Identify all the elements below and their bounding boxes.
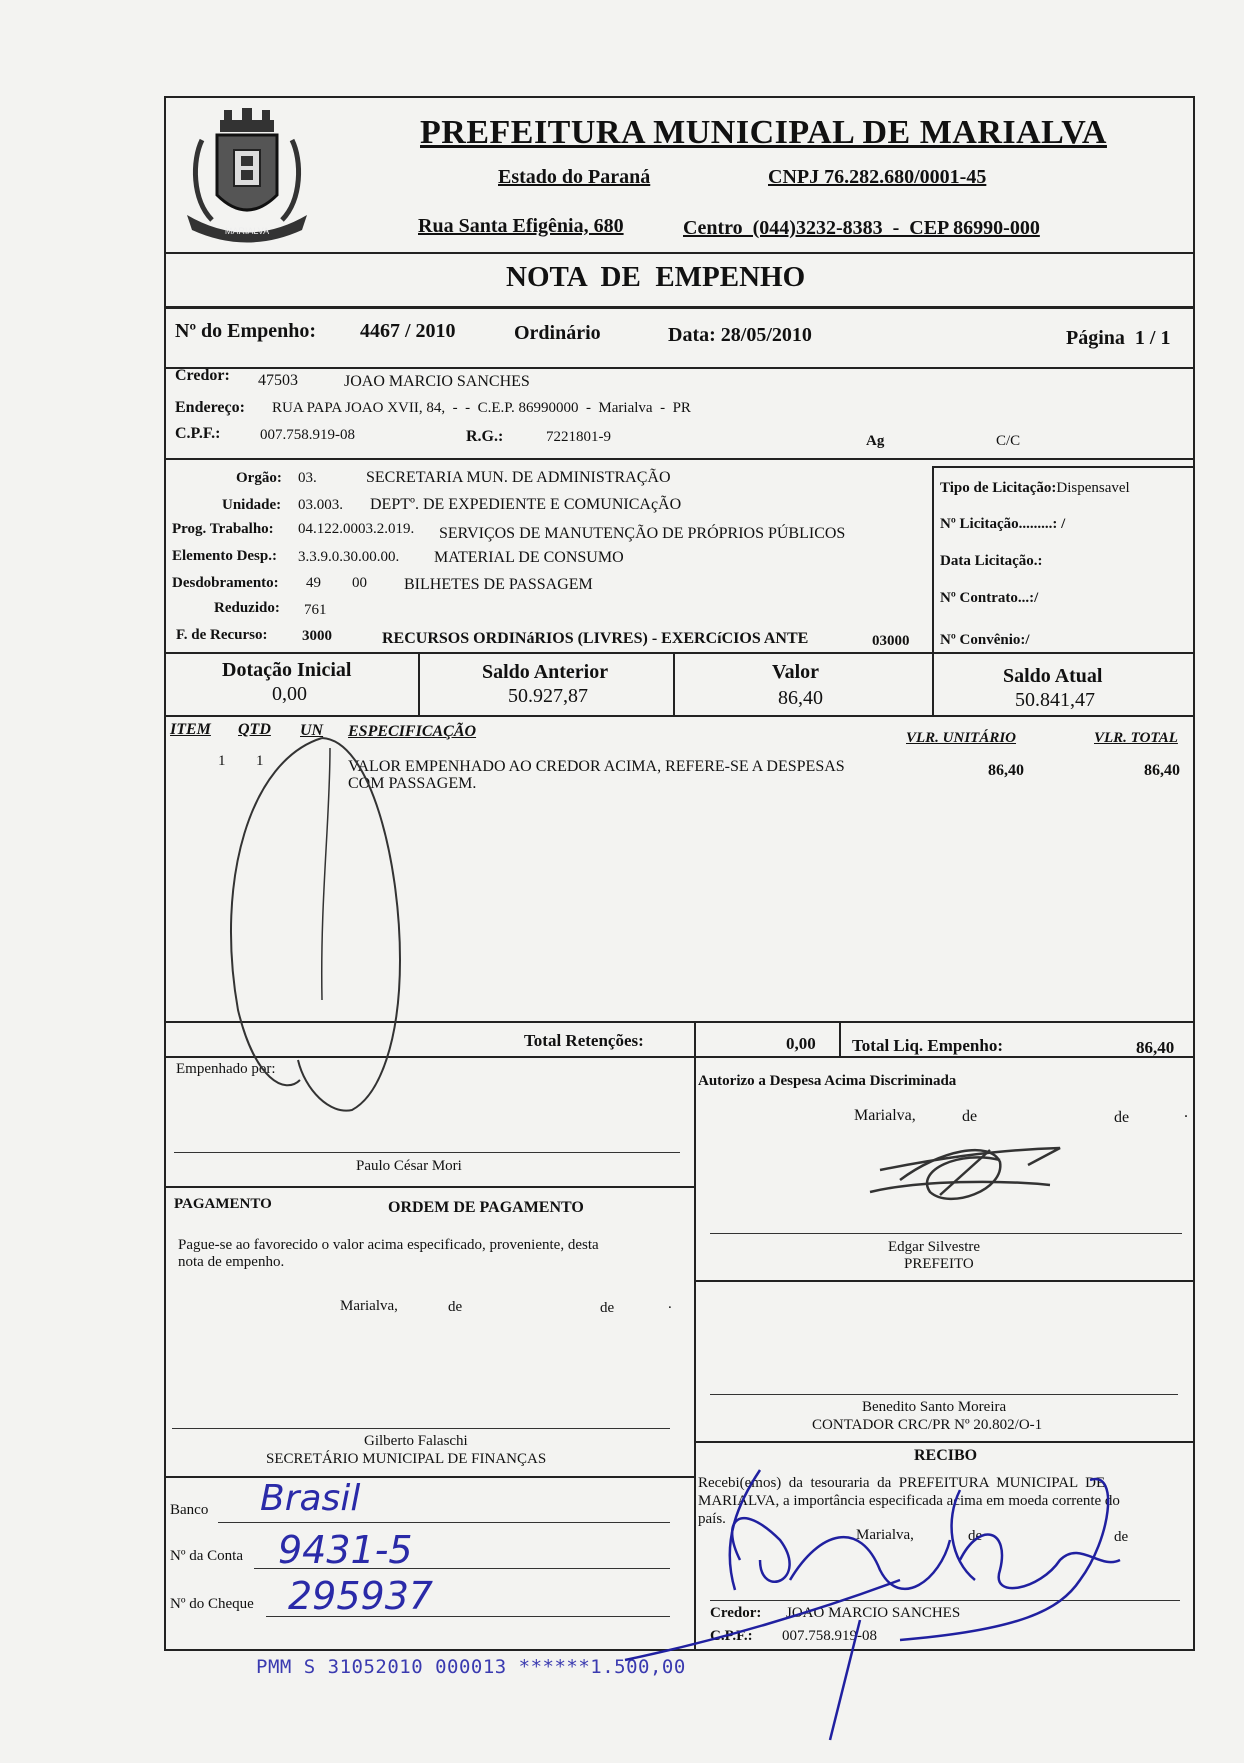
saldo-anterior-value: 50.927,87 <box>508 685 588 707</box>
ordem-pagamento-label: ORDEM DE PAGAMENTO <box>388 1199 584 1216</box>
street-address: Rua Santa Efigênia, 680 <box>418 215 624 237</box>
item-spec-line2: COM PASSAGEM. <box>348 775 477 792</box>
recibo-title: RECIBO <box>914 1447 978 1464</box>
unidade-name: DEPTº. DE EXPEDIENTE E COMUNICAçÃO <box>370 496 682 513</box>
col-header-item: ITEM <box>170 721 211 738</box>
address-label: Endereço: <box>175 399 245 416</box>
state-name: Estado do Paraná <box>498 166 651 188</box>
valor-value: 86,40 <box>778 687 823 709</box>
elemento-name: MATERIAL DE CONSUMO <box>434 549 624 566</box>
contador-title: CONTADOR CRC/PR Nº 20.802/O-1 <box>812 1417 1043 1433</box>
prefeito-title: PREFEITO <box>904 1256 974 1272</box>
licitacao-number: Nº Licitação.........: / <box>940 516 1066 532</box>
valor-label: Valor <box>772 661 820 683</box>
svg-text:MARIALVA: MARIALVA <box>224 226 270 236</box>
cnpj: CNPJ 76.282.680/0001-45 <box>768 166 987 188</box>
orgao-label: Orgão: <box>236 470 282 486</box>
conta-label: Nº da Conta <box>170 1548 243 1564</box>
reduzido-label: Reduzido: <box>214 600 280 616</box>
autorizo-de2: de <box>1114 1109 1130 1126</box>
autorizo-de1: de <box>962 1108 978 1125</box>
saldo-atual-label: Saldo Atual <box>1003 665 1103 687</box>
recibo-credor-label: Credor: <box>710 1605 762 1621</box>
page-number: Página 1 / 1 <box>1066 327 1171 349</box>
unidade-code: 03.003. <box>298 497 343 513</box>
recibo-line2: MARIALVA, a importância especificada acima em moeda corrente do <box>698 1493 1120 1509</box>
credor-cpf: 007.758.919-08 <box>260 427 355 443</box>
orgao-code: 03. <box>298 470 317 486</box>
autorizo-place: Marialva, <box>854 1107 916 1124</box>
retencoes-label: Total Retenções: <box>524 1031 644 1050</box>
col-header-unit-value: VLR. UNITÁRIO <box>906 730 1017 746</box>
credor-signature <box>625 1470 1120 1740</box>
recibo-de1: de <box>968 1528 983 1544</box>
financas-title: SECRETÁRIO MUNICIPAL DE FINANÇAS <box>266 1451 547 1467</box>
saldo-atual-value: 50.841,47 <box>1015 689 1095 711</box>
item-number: 1 <box>218 753 226 769</box>
autorizo-text: Autorizo a Despesa Acima Discriminada <box>698 1073 957 1089</box>
financas-name: Gilberto Falaschi <box>364 1433 468 1449</box>
reduzido-value: 761 <box>304 602 327 618</box>
recurso-code: 3000 <box>302 628 332 644</box>
prefeitura-title: PREFEITURA MUNICIPAL DE MARIALVA <box>420 114 1107 151</box>
banco-value: Brasil <box>260 1478 361 1519</box>
pague-line2: nota de empenho. <box>178 1254 285 1270</box>
retencoes-value: 0,00 <box>786 1034 816 1053</box>
ag-label: Ag <box>866 433 885 449</box>
recurso-suffix: 03000 <box>872 633 910 649</box>
dotacao-label: Dotação Inicial <box>222 659 352 681</box>
pague-de1: de <box>448 1299 463 1315</box>
recibo-cpf: 007.758.919-08 <box>782 1628 877 1644</box>
dotacao-value: 0,00 <box>272 683 307 705</box>
licitacao-type-value: Dispensavel <box>1056 480 1130 496</box>
col-header-spec: ESPECIFICAÇÃO <box>348 723 477 740</box>
col-header-total-value: VLR. TOTAL <box>1094 730 1178 746</box>
credor-name: JOAO MARCIO SANCHES <box>344 373 530 390</box>
saldo-anterior-label: Saldo Anterior <box>482 661 609 683</box>
cheque-label: Nº do Cheque <box>170 1596 254 1612</box>
recibo-de2: de <box>1114 1529 1129 1545</box>
item-unit-value: 86,40 <box>988 762 1024 779</box>
orgao-name: SECRETARIA MUN. DE ADMINISTRAÇÃO <box>366 469 671 486</box>
rg-label: R.G.: <box>466 428 504 445</box>
document-title: NOTA DE EMPENHO <box>506 261 806 293</box>
liquido-value: 86,40 <box>1136 1038 1175 1057</box>
item-spec-line1: VALOR EMPENHADO AO CREDOR ACIMA, REFERE-SE A DESPESAS <box>348 758 845 775</box>
banco-label: Banco <box>170 1502 209 1518</box>
autorizo-dot: . <box>1184 1104 1188 1121</box>
pague-de2: de <box>600 1300 615 1316</box>
desdobramento-code: 49 <box>306 575 321 591</box>
recibo-line3: país. <box>698 1511 726 1527</box>
cc-label: C/C <box>996 433 1021 449</box>
pen-stroke-mark <box>322 748 330 1000</box>
credor-code: 47503 <box>258 372 298 389</box>
credor-address: RUA PAPA JOAO XVII, 84, - - C.E.P. 86990000 - Marialva - PR <box>272 400 691 416</box>
licitacao-type-label: Tipo de Licitação: <box>940 480 1057 496</box>
desdobramento-sub: 00 <box>352 575 367 591</box>
empenho-number-label: Nº do Empenho: <box>175 320 317 342</box>
recibo-credor-name: JOAO MARCIO SANCHES <box>786 1605 961 1621</box>
prog-label: Prog. Trabalho: <box>172 521 274 537</box>
contact-info: Centro (044)3232-8383 - CEP 86990-000 <box>683 217 1040 239</box>
payment-stamp: PMM S 31052010 000013 ******1.500,00 <box>256 1656 686 1678</box>
recibo-line1: Recebi(emos) da tesouraria da PREFEITURA MUNICIPAL DE <box>698 1475 1106 1491</box>
pague-dot: . <box>668 1296 672 1312</box>
cheque-value: 295937 <box>288 1574 434 1618</box>
credor-rg: 7221801-9 <box>546 429 611 445</box>
empenho-date: Data: 28/05/2010 <box>668 324 812 346</box>
prefeito-signature <box>870 1148 1060 1199</box>
item-qtd: 1 <box>256 753 264 769</box>
conta-value: 9431-5 <box>278 1528 413 1572</box>
empenhado-label: Empenhado por: <box>176 1061 276 1077</box>
elemento-label: Elemento Desp.: <box>172 548 277 564</box>
recibo-cpf-label: C.P.F.: <box>710 1628 753 1644</box>
pague-place: Marialva, <box>340 1298 398 1314</box>
pague-line1: Pague-se ao favorecido o valor acima especificado, proveniente, desta <box>178 1237 599 1253</box>
item-total-value: 86,40 <box>1144 762 1180 779</box>
prefeito-name: Edgar Silvestre <box>888 1239 981 1255</box>
empenho-type: Ordinário <box>514 322 601 344</box>
col-header-qtd: QTD <box>238 721 271 738</box>
elemento-code: 3.3.9.0.30.00.00. <box>298 549 400 565</box>
contador-name: Benedito Santo Moreira <box>862 1399 1007 1415</box>
credor-label: Credor: <box>175 367 230 384</box>
empenhado-name: Paulo César Mori <box>356 1158 462 1174</box>
empenho-number: 4467 / 2010 <box>360 320 456 342</box>
licitacao-date: Data Licitação.: <box>940 553 1043 569</box>
liquido-label: Total Liq. Empenho: <box>852 1036 1003 1055</box>
recurso-name: RECURSOS ORDINáRIOS (LIVRES) - EXERCíCIOS ANTE <box>382 630 809 647</box>
desdobramento-label: Desdobramento: <box>172 575 279 591</box>
cpf-label: C.P.F.: <box>175 425 221 442</box>
prog-name: SERVIÇOS DE MANUTENÇÃO DE PRÓPRIOS PÚBLICOS <box>439 525 846 542</box>
unidade-label: Unidade: <box>222 497 282 513</box>
recurso-label: F. de Recurso: <box>176 627 268 643</box>
contrato-number: Nº Contrato...:/ <box>940 590 1039 606</box>
col-header-un: UN <box>300 722 324 739</box>
recibo-place: Marialva, <box>856 1527 914 1543</box>
pagamento-label: PAGAMENTO <box>174 1196 272 1212</box>
pen-oval-mark <box>231 738 400 1111</box>
prog-code: 04.122.0003.2.019. <box>298 521 415 537</box>
desdobramento-name: BILHETES DE PASSAGEM <box>404 576 593 593</box>
convenio-number: Nº Convênio:/ <box>940 632 1030 648</box>
